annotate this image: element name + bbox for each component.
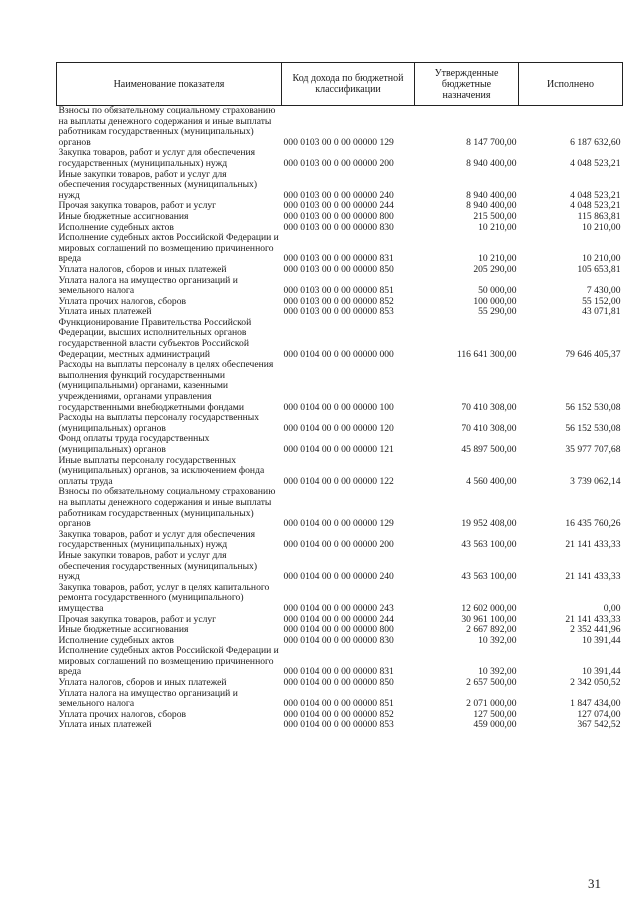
table-row: [57, 106, 623, 149]
table-row: [57, 265, 623, 276]
row-name: Уплата прочих налогов, сборов: [58, 295, 187, 307]
row-approved: 50 000,00: [478, 285, 517, 297]
row-code: 000 0103 00 0 00 00000 200: [283, 157, 394, 169]
row-code: 000 0103 00 0 00 00000 129: [283, 136, 394, 148]
row-name: Расходы на выплаты персоналу государственных (муниципальных) органов: [58, 412, 260, 434]
row-name: Иные бюджетные ассигнования: [58, 210, 189, 222]
row-approved: 10 210,00: [478, 221, 517, 233]
table-row: [57, 720, 623, 731]
table-row: [57, 148, 623, 169]
table-header: [57, 63, 623, 106]
row-name: Уплата налога на имущество организаций и земельного налога: [58, 274, 238, 297]
row-code: 000 0104 00 0 00 00000 800: [283, 624, 394, 636]
row-approved: 43 563 100,00: [461, 571, 517, 583]
table-row: [57, 551, 623, 583]
row-approved: 19 952 408,00: [461, 518, 517, 530]
header-code: Код дохода по бюджетной классификации: [282, 63, 415, 106]
row-executed: 79 646 405,37: [565, 348, 621, 360]
row-name: Функционирование Правительства Российской Федерации, высших исполнительных органов государственной власти субъектов Российской Федерации, местных администраций: [58, 316, 252, 360]
row-executed: 10 210,00: [582, 221, 621, 233]
row-name: Уплата налога на имущество организаций и земельного налога: [58, 687, 238, 710]
row-code: 000 0104 00 0 00 00000 100: [283, 401, 394, 413]
row-approved: 45 897 500,00: [461, 444, 517, 455]
row-approved: 215 500,00: [473, 210, 517, 222]
row-approved: 10 210,00: [478, 253, 517, 265]
row-code: 000 0104 00 0 00 00000 852: [283, 708, 394, 720]
row-code: 000 0103 00 0 00 00000 852: [283, 295, 394, 307]
row-executed: 7 430,00: [586, 285, 621, 297]
row-code: 000 0104 00 0 00 00000 120: [283, 422, 394, 434]
row-approved: 2 071 000,00: [466, 698, 517, 710]
row-executed: 10 391,44: [582, 666, 621, 678]
row-name: Уплата прочих налогов, сборов: [58, 708, 187, 720]
row-name: Иные закупки товаров, работ и услуг для обеспечения государственных (муниципальных) нужд: [58, 168, 258, 201]
row-approved: 70 410 308,00: [461, 422, 517, 434]
table-row: [57, 646, 623, 678]
row-name: Исполнение судебных актов Российской Федерации и мировых соглашений по возмещению причиненного вреда: [58, 645, 279, 678]
row-approved: 70 410 308,00: [461, 401, 517, 413]
row-code: 000 0104 00 0 00 00000 129: [283, 518, 394, 530]
row-executed: 2 342 050,52: [570, 677, 621, 689]
table-row: [57, 689, 623, 710]
row-name: Уплата иных платежей: [58, 719, 152, 731]
row-approved: 127 500,00: [473, 708, 517, 720]
row-code: 000 0104 00 0 00 00000 851: [283, 698, 394, 710]
table-row: [57, 170, 623, 202]
row-code: 000 0104 00 0 00 00000 853: [283, 719, 394, 731]
row-name: Закупка товаров, работ, услуг в целях капитального ремонта государственного (муниципального) имущества: [58, 581, 270, 614]
row-name: Исполнение судебных актов: [58, 634, 174, 646]
budget-execution-table: [56, 62, 623, 731]
table-row: [57, 233, 623, 265]
table-row: [57, 456, 623, 488]
row-executed: 105 653,81: [577, 263, 621, 275]
row-code: 000 0103 00 0 00 00000 244: [283, 200, 394, 212]
row-executed: 43 071,81: [582, 306, 621, 318]
table-row: [57, 583, 623, 615]
row-approved: 459 000,00: [473, 719, 517, 731]
row-code: 000 0103 00 0 00 00000 240: [283, 189, 394, 201]
row-code: 000 0104 00 0 00 00000 830: [283, 634, 394, 646]
table-row: [57, 276, 623, 297]
row-name: Прочая закупка товаров, работ и услуг: [58, 200, 217, 212]
row-name: Прочая закупка товаров, работ и услуг: [58, 613, 217, 625]
row-executed: 3 739 062,14: [570, 475, 621, 487]
row-executed: 55 152,00: [582, 295, 621, 307]
row-executed: 35 977 707,68: [565, 444, 621, 455]
row-name: Закупка товаров, работ и услуг для обеспечения государственных (муниципальных) нужд: [58, 147, 256, 169]
row-code: 000 0104 00 0 00 00000 000: [283, 348, 394, 360]
row-approved: 30 961 100,00: [461, 613, 517, 625]
row-code: 000 0104 00 0 00 00000 831: [283, 666, 394, 678]
row-name: Расходы на выплаты персоналу в целях обеспечения выполнения функций государственными (муниципальными) органами, казенными учреждениями, органами управления государственными внебюджетными фондами: [58, 359, 274, 413]
row-name: Уплата налогов, сборов и иных платежей: [58, 677, 227, 689]
row-executed: 6 187 632,60: [570, 136, 621, 148]
row-code: 000 0104 00 0 00 00000 200: [283, 539, 394, 551]
row-code: 000 0103 00 0 00 00000 830: [283, 221, 394, 233]
row-code: 000 0104 00 0 00 00000 850: [283, 677, 394, 689]
table-row: [57, 318, 623, 360]
row-approved: 4 560 400,00: [466, 475, 517, 487]
row-approved: 8 147 700,00: [466, 136, 517, 148]
row-approved: 116 641 300,00: [456, 348, 517, 360]
row-code: 000 0104 00 0 00 00000 243: [283, 602, 394, 614]
row-executed: 21 141 433,33: [565, 539, 621, 551]
row-approved: 10 392,00: [478, 634, 517, 646]
table-row: [57, 530, 623, 551]
row-executed: 21 141 433,33: [565, 613, 621, 625]
table-row: [57, 434, 623, 455]
row-code: 000 0103 00 0 00 00000 853: [283, 306, 394, 318]
row-approved: 43 563 100,00: [461, 539, 517, 551]
table-row: [57, 360, 623, 413]
row-executed: 4 048 523,21: [570, 189, 621, 201]
row-executed: 4 048 523,21: [570, 157, 621, 169]
row-name: Иные бюджетные ассигнования: [58, 624, 189, 636]
row-code: 000 0103 00 0 00 00000 831: [283, 253, 394, 265]
row-code: 000 0104 00 0 00 00000 244: [283, 613, 394, 625]
row-name: Взносы по обязательному социальному страхованию на выплаты денежного содержания и иные выплаты работникам государственных (муниципальных) органов: [58, 105, 276, 148]
row-executed: 56 152 530,08: [565, 401, 621, 413]
header-approved: Утвержденные бюджетные назначения: [415, 63, 519, 106]
row-code: 000 0103 00 0 00 00000 851: [283, 285, 394, 297]
header-executed: Исполнено: [519, 63, 623, 106]
page-number: 31: [588, 876, 601, 891]
table-row: [57, 212, 623, 223]
header-name: Наименование показателя: [57, 63, 282, 106]
row-name: Иные закупки товаров, работ и услуг для обеспечения государственных (муниципальных) нужд: [58, 549, 258, 583]
row-name: Закупка товаров, работ и услуг для обеспечения государственных (муниципальных) нужд: [58, 528, 256, 551]
row-approved: 205 290,00: [473, 263, 517, 275]
table-row: [57, 413, 623, 434]
row-executed: 1 847 434,00: [570, 698, 621, 710]
row-name: Уплата налогов, сборов и иных платежей: [58, 263, 227, 275]
row-approved: 100 000,00: [473, 295, 517, 307]
row-approved: 8 940 400,00: [466, 157, 517, 169]
row-approved: 2 657 500,00: [466, 677, 517, 689]
row-executed: 21 141 433,33: [565, 571, 621, 583]
row-name: Взносы по обязательному социальному страхованию на выплаты денежного содержания и иные выплаты работникам государственных (муниципальных) органов: [58, 486, 276, 530]
row-approved: 8 940 400,00: [466, 200, 517, 212]
table-row: [57, 487, 623, 529]
row-executed: 2 352 441,96: [570, 624, 621, 636]
row-code: 000 0103 00 0 00 00000 800: [283, 210, 394, 222]
row-name: Уплата иных платежей: [58, 306, 152, 318]
row-executed: 115 863,81: [577, 210, 621, 222]
row-approved: 8 940 400,00: [466, 189, 517, 201]
row-name: Исполнение судебных актов: [58, 221, 174, 233]
row-code: 000 0103 00 0 00 00000 850: [283, 263, 394, 275]
table-body: [57, 106, 623, 732]
row-approved: 55 290,00: [478, 306, 517, 318]
row-approved: 2 667 892,00: [466, 624, 517, 636]
row-approved: 12 602 000,00: [461, 602, 517, 614]
row-executed: 16 435 760,26: [565, 518, 621, 530]
row-code: 000 0104 00 0 00 00000 122: [283, 475, 394, 487]
row-executed: 367 542,52: [577, 719, 621, 731]
row-executed: 127 074,00: [577, 708, 621, 720]
row-approved: 10 392,00: [478, 666, 517, 678]
row-name: Иные выплаты персоналу государственных (муниципальных) органов, за исключением фонда оплаты труда: [58, 454, 265, 487]
row-executed: 4 048 523,21: [570, 200, 621, 212]
row-name: Исполнение судебных актов Российской Федерации и мировых соглашений по возмещению причиненного вреда: [58, 232, 279, 265]
row-executed: 0,00: [603, 602, 621, 614]
row-code: 000 0104 00 0 00 00000 121: [283, 444, 394, 455]
row-executed: 10 391,44: [582, 634, 621, 646]
row-executed: 56 152 530,08: [565, 422, 621, 434]
row-name: Фонд оплаты труда государственных (муниципальных) органов: [58, 433, 210, 455]
row-code: 000 0104 00 0 00 00000 240: [283, 571, 394, 583]
row-executed: 10 210,00: [582, 253, 621, 265]
